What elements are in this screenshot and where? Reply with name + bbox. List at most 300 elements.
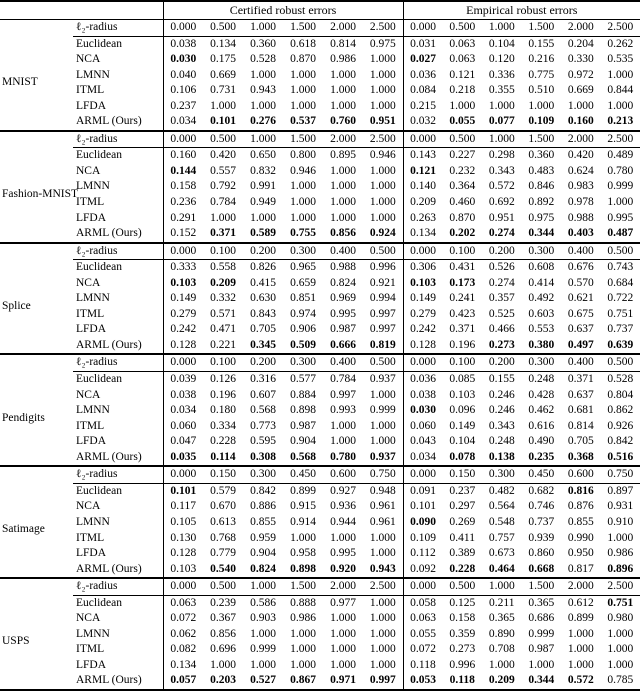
empirical-value: 0.988 — [567, 211, 594, 224]
empirical-value: 0.492 — [528, 292, 555, 305]
certified-radius-value: 0.450 — [283, 466, 323, 483]
empirical-value: 0.676 — [567, 261, 594, 274]
certified-value: 0.921 — [369, 276, 396, 289]
certified-radius-value: 0.400 — [323, 354, 363, 371]
empirical-value: 0.031 — [403, 36, 443, 52]
method-label: Euclidean — [76, 37, 122, 50]
empirical-value: 0.103 — [403, 276, 443, 292]
empirical-value: 0.055 — [449, 115, 476, 128]
empirical-radius-value: 0.000 — [403, 131, 443, 148]
certified-value: 0.988 — [330, 261, 356, 274]
dataset-spacer-cell — [0, 466, 73, 483]
certified-value: 0.995 — [330, 307, 356, 320]
method-row — [0, 611, 640, 627]
certified-value: 0.832 — [250, 164, 276, 177]
certified-radius-value: 0.000 — [163, 578, 203, 595]
empirical-value: 0.215 — [403, 99, 443, 115]
empirical-value: 0.344 — [528, 227, 555, 240]
certified-value: 1.000 — [369, 68, 396, 81]
certified-value: 1.000 — [210, 99, 236, 112]
method-label: NCA — [76, 164, 101, 177]
certified-value: 0.276 — [250, 115, 276, 128]
certified-value: 1.000 — [369, 419, 396, 432]
empirical-value: 0.548 — [488, 515, 515, 528]
empirical-value: 0.121 — [449, 68, 476, 81]
certified-value: 0.144 — [163, 164, 203, 180]
empirical-value: 0.092 — [403, 562, 443, 579]
empirical-value: 0.104 — [449, 435, 476, 448]
method-row — [0, 434, 640, 450]
certified-value: 0.158 — [163, 179, 203, 195]
certified-value: 0.106 — [163, 83, 203, 99]
certified-value: 0.906 — [290, 323, 316, 336]
empirical-value: 0.897 — [607, 484, 634, 497]
empirical-value: 0.572 — [567, 674, 594, 687]
certified-value: 0.360 — [250, 37, 276, 50]
certified-value: 0.826 — [250, 261, 276, 274]
certified-group-header: Certified robust errors — [163, 1, 403, 20]
certified-value: 0.103 — [163, 562, 203, 579]
empirical-value: 0.279 — [403, 307, 443, 323]
empirical-value: 0.483 — [528, 164, 555, 177]
empirical-value: 0.118 — [403, 658, 443, 674]
empirical-value: 0.034 — [403, 450, 443, 467]
method-label: ARML (Ours) — [76, 338, 142, 351]
empirical-radius-value: 1.500 — [522, 20, 562, 37]
radius-row — [0, 354, 640, 371]
certified-value: 0.819 — [369, 338, 396, 351]
certified-value: 0.239 — [210, 596, 236, 609]
method-row — [0, 546, 640, 562]
empirical-value: 0.063 — [449, 37, 476, 50]
certified-radius-value: 2.000 — [323, 578, 363, 595]
certified-value: 1.000 — [330, 612, 356, 625]
empirical-value: 0.134 — [403, 226, 443, 243]
certified-value: 0.779 — [210, 547, 236, 560]
empirical-value: 0.978 — [567, 196, 594, 209]
certified-value: 0.842 — [250, 484, 276, 497]
certified-value: 0.630 — [250, 292, 276, 305]
empirical-value: 0.746 — [528, 500, 555, 513]
certified-value: 0.568 — [290, 450, 316, 463]
certified-value: 0.987 — [330, 323, 356, 336]
certified-value: 0.221 — [210, 338, 236, 351]
radius-row — [0, 466, 640, 483]
empirical-value: 0.218 — [449, 84, 476, 97]
empirical-value: 0.951 — [488, 211, 515, 224]
empirical-value: 0.103 — [449, 388, 476, 401]
empirical-value: 1.000 — [528, 99, 555, 112]
empirical-value: 0.460 — [449, 196, 476, 209]
method-label: LMNN — [76, 180, 110, 193]
method-row — [0, 658, 640, 674]
certified-value: 0.345 — [250, 338, 276, 351]
certified-value: 0.792 — [210, 180, 236, 193]
certified-value: 1.000 — [210, 658, 236, 671]
dataset-label: Splice — [2, 299, 31, 312]
empirical-radius-value: 0.200 — [482, 243, 522, 260]
empirical-value: 0.063 — [449, 53, 476, 66]
empirical-value: 0.140 — [403, 179, 443, 195]
empirical-value: 1.000 — [607, 658, 634, 671]
method-row — [0, 515, 640, 531]
certified-value: 0.030 — [163, 52, 203, 68]
certified-value: 1.000 — [369, 627, 396, 640]
certified-value: 0.103 — [163, 276, 203, 292]
empirical-value: 0.411 — [449, 531, 475, 544]
certified-radius-value: 2.000 — [323, 20, 363, 37]
empirical-value: 1.000 — [488, 99, 515, 112]
certified-value: 0.057 — [163, 673, 203, 690]
certified-radius-value: 1.500 — [283, 578, 323, 595]
dataset-label: Satimage — [2, 523, 45, 536]
empirical-value: 0.639 — [607, 338, 634, 351]
method-row — [0, 148, 640, 164]
empirical-value: 0.705 — [567, 435, 594, 448]
certified-value: 0.415 — [250, 276, 276, 289]
empirical-value: 0.359 — [449, 627, 476, 640]
certified-value: 0.959 — [250, 531, 276, 544]
certified-value: 0.557 — [210, 164, 236, 177]
empirical-value: 0.036 — [403, 68, 443, 84]
certified-value: 0.993 — [330, 404, 356, 417]
method-label: Euclidean — [76, 149, 122, 162]
empirical-value: 0.213 — [607, 115, 634, 128]
empirical-value: 0.027 — [403, 52, 443, 68]
empirical-value: 0.343 — [488, 164, 515, 177]
empirical-value: 0.692 — [488, 196, 515, 209]
empirical-value: 0.675 — [567, 307, 594, 320]
empirical-value: 0.298 — [488, 149, 515, 162]
certified-value: 1.000 — [330, 164, 356, 177]
certified-value: 0.867 — [290, 674, 316, 687]
method-row — [0, 483, 640, 499]
certified-value: 0.899 — [290, 484, 316, 497]
method-label: NCA — [76, 500, 101, 513]
certified-value: 0.760 — [330, 115, 356, 128]
certified-value: 0.117 — [163, 499, 203, 515]
empirical-value: 0.804 — [607, 388, 634, 401]
empirical-value: 0.149 — [449, 419, 476, 432]
certified-value: 0.888 — [290, 596, 316, 609]
empirical-value: 0.528 — [607, 373, 634, 386]
certified-value: 0.843 — [250, 307, 276, 320]
certified-value: 0.537 — [290, 115, 316, 128]
certified-radius-value: 0.000 — [163, 243, 203, 260]
empirical-value: 0.816 — [567, 484, 594, 497]
certified-value: 1.000 — [290, 196, 316, 209]
empirical-radius-value: 0.750 — [601, 466, 640, 483]
empirical-value: 0.972 — [567, 68, 594, 81]
empirical-radius-value: 1.500 — [522, 131, 562, 148]
certified-value: 0.571 — [210, 307, 236, 320]
empirical-value: 0.343 — [488, 419, 515, 432]
method-label: NCA — [76, 612, 101, 625]
empirical-value: 0.855 — [567, 515, 594, 528]
certified-radius-value: 0.300 — [243, 466, 283, 483]
empirical-value: 0.330 — [567, 53, 594, 66]
certified-value: 1.000 — [290, 99, 316, 112]
empirical-value: 0.682 — [528, 484, 555, 497]
certified-value: 1.000 — [290, 658, 316, 671]
certified-value: 1.000 — [369, 53, 396, 66]
empirical-value: 1.000 — [449, 99, 476, 112]
empirical-value: 0.216 — [528, 53, 555, 66]
method-label: LFDA — [76, 435, 107, 448]
method-row — [0, 338, 640, 355]
empirical-value: 0.365 — [528, 596, 555, 609]
method-row — [0, 36, 640, 52]
empirical-value: 0.118 — [449, 674, 475, 687]
method-row — [0, 52, 640, 68]
certified-value: 0.595 — [250, 435, 276, 448]
certified-value: 1.000 — [330, 211, 356, 224]
certified-radius-value: 2.500 — [363, 578, 403, 595]
certified-radius-value: 0.500 — [203, 20, 243, 37]
certified-value: 0.936 — [330, 500, 356, 513]
empirical-radius-value: 0.000 — [403, 466, 443, 483]
empirical-value: 0.101 — [403, 499, 443, 515]
certified-value: 0.755 — [290, 227, 316, 240]
empirical-radius-value: 2.500 — [601, 578, 640, 595]
certified-value: 1.000 — [330, 627, 356, 640]
empirical-radius-value: 0.200 — [482, 354, 522, 371]
certified-value: 1.000 — [250, 627, 276, 640]
certified-value: 0.039 — [163, 372, 203, 388]
empirical-value: 1.000 — [607, 531, 634, 544]
certified-value: 0.768 — [210, 531, 236, 544]
certified-value: 0.991 — [250, 180, 276, 193]
certified-value: 0.994 — [369, 292, 396, 305]
empirical-value: 0.572 — [488, 180, 515, 193]
certified-radius-value: 0.500 — [203, 131, 243, 148]
certified-value: 0.997 — [330, 388, 356, 401]
empirical-value: 0.196 — [449, 338, 476, 351]
empirical-value: 1.000 — [607, 68, 634, 81]
empirical-value: 0.931 — [607, 500, 634, 513]
method-label: NCA — [76, 388, 101, 401]
empirical-value: 0.380 — [528, 338, 555, 351]
certified-value: 0.034 — [163, 114, 203, 131]
empirical-radius-value: 0.400 — [561, 243, 601, 260]
empirical-value: 0.389 — [449, 547, 476, 560]
method-label: LFDA — [76, 658, 107, 671]
empirical-radius-value: 0.150 — [443, 466, 483, 483]
empirical-value: 1.000 — [567, 658, 594, 671]
empirical-radius-value: 0.000 — [403, 578, 443, 595]
method-label: Euclidean — [76, 373, 122, 386]
method-row — [0, 562, 640, 579]
certified-value: 0.334 — [210, 419, 236, 432]
certified-value: 0.308 — [250, 450, 276, 463]
empirical-value: 0.950 — [567, 547, 594, 560]
empirical-value: 0.926 — [607, 419, 634, 432]
certified-value: 1.000 — [290, 84, 316, 97]
empirical-value: 0.751 — [607, 307, 634, 320]
certified-value: 0.038 — [163, 388, 203, 404]
certified-value: 0.986 — [290, 612, 316, 625]
certified-radius-value: 0.200 — [243, 243, 283, 260]
method-row — [0, 307, 640, 323]
empirical-value: 0.431 — [449, 261, 476, 274]
method-label: ARML (Ours) — [76, 227, 142, 240]
empirical-value: 0.414 — [528, 276, 555, 289]
empirical-value: 0.143 — [403, 148, 443, 164]
empirical-value: 0.975 — [528, 211, 555, 224]
certified-value: 0.898 — [290, 404, 316, 417]
empirical-value: 0.624 — [567, 164, 594, 177]
method-label: LFDA — [76, 323, 107, 336]
method-column-spacer — [73, 1, 163, 20]
empirical-value: 0.138 — [488, 450, 515, 463]
certified-value: 0.965 — [290, 261, 316, 274]
certified-value: 0.126 — [210, 373, 236, 386]
empirical-value: 0.112 — [403, 546, 443, 562]
certified-radius-value: 0.400 — [323, 243, 363, 260]
empirical-radius-value: 2.500 — [601, 20, 640, 37]
empirical-value: 0.053 — [403, 673, 443, 690]
certified-value: 1.000 — [330, 643, 356, 656]
empirical-radius-value: 2.000 — [561, 578, 601, 595]
empirical-value: 0.785 — [607, 674, 634, 687]
certified-value: 0.903 — [250, 612, 276, 625]
empirical-radius-value: 1.000 — [482, 131, 522, 148]
empirical-value: 0.263 — [403, 211, 443, 227]
method-label: ARML (Ours) — [76, 115, 142, 128]
certified-value: 1.000 — [290, 643, 316, 656]
dataset-spacer-cell — [0, 243, 73, 260]
empirical-radius-value: 0.300 — [522, 354, 562, 371]
certified-radius-value: 0.600 — [323, 466, 363, 483]
certified-value: 0.997 — [369, 674, 396, 687]
certified-value: 0.130 — [163, 531, 203, 547]
empirical-value: 0.939 — [528, 531, 555, 544]
dataset-spacer-cell — [0, 20, 73, 37]
empirical-value: 0.160 — [567, 115, 594, 128]
certified-value: 1.000 — [369, 388, 396, 401]
certified-value: 0.367 — [210, 612, 236, 625]
method-row — [0, 291, 640, 307]
certified-value: 0.996 — [369, 261, 396, 274]
method-row — [0, 164, 640, 180]
certified-value: 0.943 — [369, 562, 396, 575]
empirical-value: 0.420 — [567, 149, 594, 162]
method-label: ITML — [76, 419, 105, 432]
empirical-radius-value: 2.500 — [601, 131, 640, 148]
certified-value: 0.886 — [250, 500, 276, 513]
certified-value: 0.540 — [210, 562, 236, 575]
certified-value: 0.035 — [163, 450, 203, 467]
certified-value: 0.780 — [330, 450, 356, 463]
empirical-value: 0.980 — [607, 612, 634, 625]
certified-value: 0.904 — [250, 547, 276, 560]
certified-value: 0.420 — [210, 149, 236, 162]
empirical-value: 0.990 — [567, 531, 594, 544]
certified-value: 0.196 — [210, 388, 236, 401]
method-label: Euclidean — [76, 484, 122, 497]
certified-value: 0.650 — [250, 149, 276, 162]
empirical-value: 1.000 — [607, 196, 634, 209]
certified-value: 0.987 — [290, 419, 316, 432]
empirical-value: 0.248 — [488, 435, 515, 448]
empirical-value: 0.209 — [403, 195, 443, 211]
certified-value: 0.784 — [330, 373, 356, 386]
empirical-radius-value: 2.000 — [561, 131, 601, 148]
certified-value: 0.072 — [163, 611, 203, 627]
empirical-value: 0.357 — [488, 292, 515, 305]
certified-value: 0.884 — [290, 388, 316, 401]
empirical-value: 0.986 — [607, 547, 634, 560]
certified-value: 0.948 — [369, 484, 396, 497]
empirical-value: 0.553 — [528, 323, 555, 336]
empirical-value: 0.681 — [567, 404, 594, 417]
empirical-value: 0.084 — [403, 83, 443, 99]
empirical-value: 0.090 — [403, 515, 443, 531]
empirical-value: 0.637 — [567, 323, 594, 336]
certified-value: 0.209 — [210, 276, 236, 289]
certified-value: 0.961 — [369, 515, 396, 528]
empirical-value: 0.516 — [607, 450, 634, 463]
empirical-value: 0.060 — [403, 419, 443, 435]
empirical-radius-value: 0.300 — [522, 243, 562, 260]
empirical-radius-value: 0.500 — [443, 20, 483, 37]
empirical-value: 0.155 — [528, 37, 555, 50]
certified-value: 0.920 — [330, 562, 356, 575]
empirical-value: 0.149 — [403, 291, 443, 307]
certified-value: 0.101 — [163, 483, 203, 499]
method-row — [0, 627, 640, 643]
empirical-value: 0.104 — [488, 37, 515, 50]
empirical-value: 0.209 — [488, 674, 515, 687]
certified-value: 0.975 — [369, 37, 396, 50]
certified-value: 0.114 — [210, 450, 236, 463]
empirical-value: 0.910 — [607, 515, 634, 528]
empirical-radius-value: 0.450 — [522, 466, 562, 483]
certified-value: 0.914 — [290, 515, 316, 528]
empirical-value: 0.128 — [403, 338, 443, 355]
certified-value: 1.000 — [369, 658, 396, 671]
empirical-value: 0.274 — [488, 227, 515, 240]
certified-value: 0.731 — [210, 84, 236, 97]
certified-value: 1.000 — [369, 643, 396, 656]
empirical-value: 0.262 — [607, 37, 634, 50]
method-row — [0, 83, 640, 99]
empirical-value: 0.273 — [488, 338, 515, 351]
certified-value: 1.000 — [369, 99, 396, 112]
empirical-radius-value: 1.500 — [522, 578, 562, 595]
method-label: ARML (Ours) — [76, 674, 142, 687]
certified-value: 1.000 — [290, 180, 316, 193]
certified-value: 1.000 — [290, 68, 316, 81]
certified-value: 0.579 — [210, 484, 236, 497]
empirical-value: 0.999 — [528, 627, 555, 640]
empirical-value: 0.227 — [449, 149, 476, 162]
certified-value: 0.814 — [330, 37, 356, 50]
empirical-value: 0.058 — [403, 595, 443, 611]
certified-value: 0.180 — [210, 404, 236, 417]
certified-value: 0.946 — [290, 164, 316, 177]
method-label: Euclidean — [76, 596, 122, 609]
certified-value: 1.000 — [290, 531, 316, 544]
certified-value: 1.000 — [369, 196, 396, 209]
empirical-value: 0.497 — [567, 338, 594, 351]
certified-value: 0.924 — [369, 227, 396, 240]
certified-value: 0.958 — [290, 547, 316, 560]
empirical-value: 0.032 — [403, 114, 443, 131]
empirical-value: 1.000 — [607, 99, 634, 112]
method-row — [0, 450, 640, 467]
empirical-radius-value: 1.000 — [482, 578, 522, 595]
